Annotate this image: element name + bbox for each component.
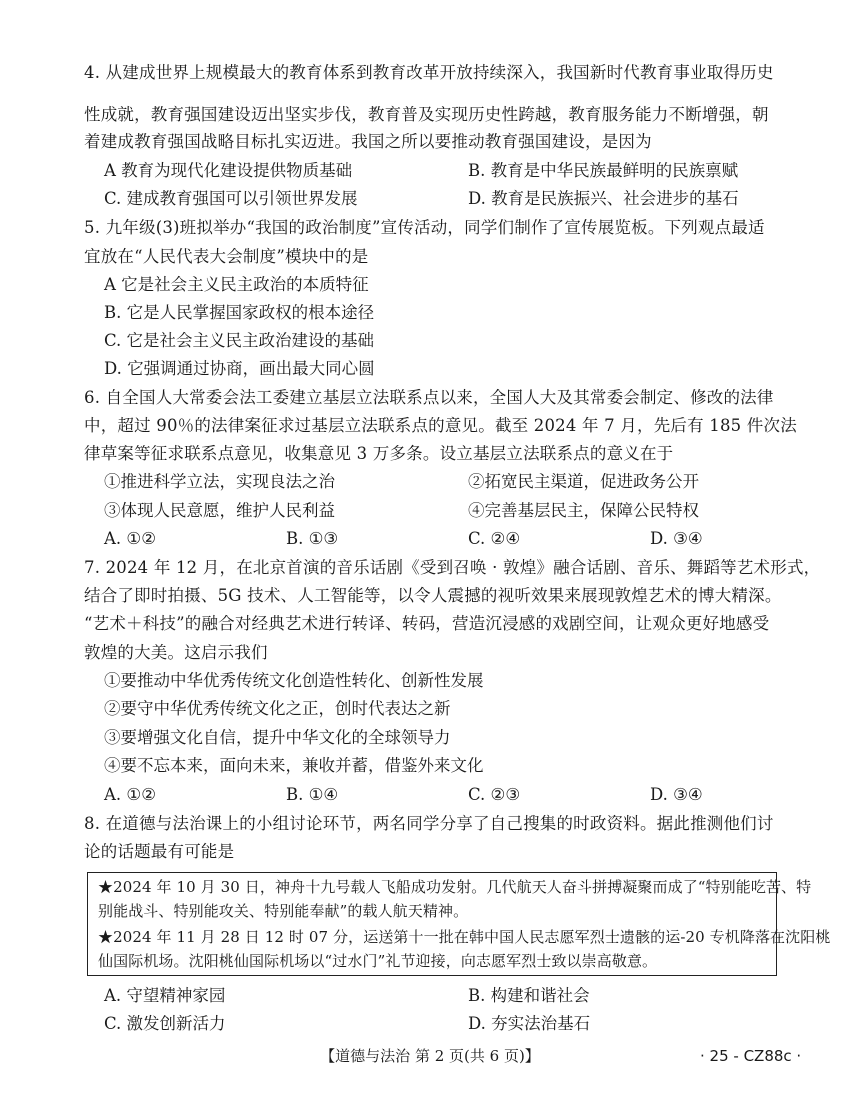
q5-stem-line-1: 5. 九年级(3)班拟举办“我国的政治制度”宣传活动，同学们制作了宣传展览板。下列观点最适 xyxy=(84,218,765,237)
q6-option-d: D. ③④ xyxy=(650,529,703,548)
q6-statement-1: ①推进科学立法，实现良法之治 xyxy=(104,472,335,491)
q7-statement-4: ④要不忘本来，面向未来，兼收并蓄，借鉴外来文化 xyxy=(104,756,484,775)
q7-option-b: B. ①④ xyxy=(286,785,339,804)
q4-stem-line-3: 着建成教育强国战略目标扎实迈进。我国之所以要推动教育强国建设，是因为 xyxy=(84,132,652,151)
q6-statement-2: ②拓宽民主渠道，促进政务公开 xyxy=(468,472,699,491)
q5-stem-line-2: 宜放在“人民代表大会制度”模块中的是 xyxy=(84,247,369,266)
q5-option-b: B. 它是人民掌握国家政权的根本途径 xyxy=(104,303,375,322)
q4-option-c: C. 建成教育强国可以引领世界发展 xyxy=(104,189,358,208)
q4-option-b: B. 教育是中华民族最鲜明的民族禀赋 xyxy=(468,161,739,180)
q7-stem-line-3: “艺术＋科技”的融合对经典艺术进行转译、转码，营造沉浸感的戏剧空间，让观众更好地感受 xyxy=(84,614,770,633)
q8-stem-line-2: 论的话题最有可能是 xyxy=(84,842,235,861)
q6-option-b: B. ①③ xyxy=(286,529,339,548)
q8-stem-line-1: 8. 在道德与法治课上的小组讨论环节，两名同学分享了自己搜集的时政资料。据此推测他们讨 xyxy=(84,814,774,833)
q7-stem-line-1: 7. 2024 年 12 月，在北京首演的音乐话剧《受到召唤 · 敦煌》融合话剧、音乐、舞蹈等艺术形式， xyxy=(84,558,821,577)
q6-stem-line-3: 律草案等征求联系点意见，收集意见 3 万多条。设立基层立法联系点的意义在于 xyxy=(84,444,674,463)
q4-stem-line-2: 性成就，教育强国建设迈出坚实步伐，教育普及实现历史性跨越，教育服务能力不断增强，朝 xyxy=(84,105,769,124)
paper-code: · 25 - CZ88c · xyxy=(700,1047,802,1065)
q4-option-d: D. 教育是民族振兴、社会进步的基石 xyxy=(468,189,739,208)
q6-statement-4: ④完善基层民主，保障公民特权 xyxy=(468,501,699,520)
q8-option-c: C. 激发创新活力 xyxy=(104,1014,226,1033)
q5-option-c: C. 它是社会主义民主政治建设的基础 xyxy=(104,331,375,350)
q7-option-d: D. ③④ xyxy=(650,785,703,804)
q7-statement-3: ③要增强文化自信，提升中华文化的全球领导力 xyxy=(104,728,451,747)
q7-option-a: A. ①② xyxy=(104,785,156,804)
q7-statement-2: ②要守中华优秀传统文化之正，创时代表达之新 xyxy=(104,699,451,718)
q6-stem-line-2: 中，超过 90％的法律案征求过基层立法联系点的意见。截至 2024 年 7 月，先后有 185 件次法 xyxy=(84,416,797,435)
q4-stem-line-1: 4. 从建成世界上规模最大的教育体系到教育改革开放持续深入，我国新时代教育事业取得历史 xyxy=(84,63,774,82)
q8-material-line-1: ★2024 年 10 月 30 日，神舟十九号载人飞船成功发射。几代航天人奋斗拼搏凝聚而成了“特别能吃苦、特 xyxy=(98,878,812,896)
q6-option-c: C. ②④ xyxy=(468,529,521,548)
q7-option-c: C. ②③ xyxy=(468,785,521,804)
q8-material-line-2: 别能战斗、特别能攻关、特别能奉献”的载人航天精神。 xyxy=(98,902,469,920)
q8-option-d: D. 夯实法治基石 xyxy=(468,1014,591,1033)
q6-stem-line-1: 6. 自全国人大常委会法工委建立基层立法联系点以来，全国人大及其常委会制定、修改的法律 xyxy=(84,388,774,407)
q7-stem-line-2: 结合了即时拍摄、5G 技术、人工智能等，以令人震撼的视听效果来展现敦煌艺术的博大精深。 xyxy=(84,586,782,605)
q5-option-a: A 它是社会主义民主政治的本质特征 xyxy=(104,275,369,294)
q8-option-a: A. 守望精神家园 xyxy=(104,986,226,1005)
page-footer-label: 【道德与法治 第 2 页(共 6 页)】 xyxy=(320,1047,540,1065)
q8-option-b: B. 构建和谐社会 xyxy=(468,986,590,1005)
q5-option-d: D. 它强调通过协商，画出最大同心圆 xyxy=(104,359,375,378)
q6-option-a: A. ①② xyxy=(104,529,156,548)
q6-statement-3: ③体现人民意愿，维护人民利益 xyxy=(104,501,335,520)
q4-option-a: A 教育为现代化建设提供物质基础 xyxy=(104,161,353,180)
q7-stem-line-4: 敦煌的大美。这启示我们 xyxy=(84,643,268,662)
q8-material-line-3: ★2024 年 11 月 28 日 12 时 07 分，运送第十一批在韩中国人民志愿军烈士遗骸的运-20 专机降落在沈阳桃 xyxy=(98,928,831,946)
q8-material-box xyxy=(87,872,831,976)
q8-material-line-4: 仙国际机场。沈阳桃仙国际机场以“过水门”礼节迎接，向志愿军烈士致以崇高敬意。 xyxy=(98,952,658,970)
q7-statement-1: ①要推动中华优秀传统文化创造性转化、创新性发展 xyxy=(104,671,484,690)
